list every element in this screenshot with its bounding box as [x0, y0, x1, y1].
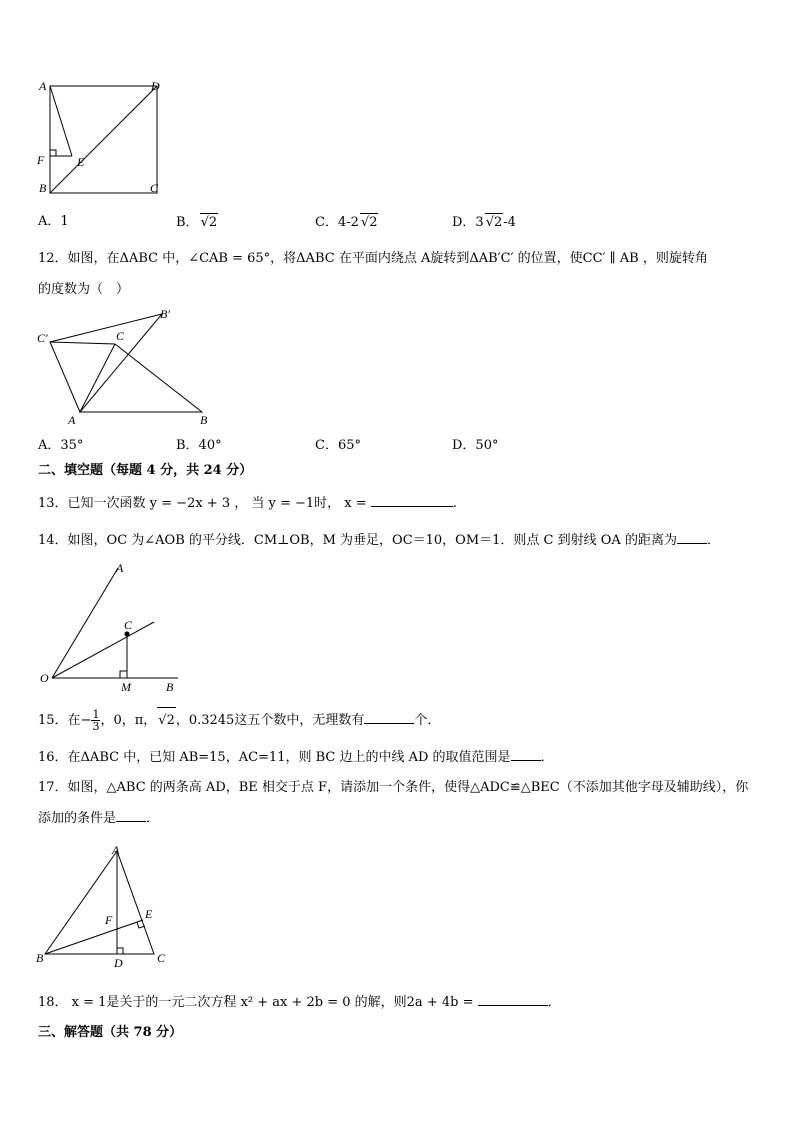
q15-text: 15．在− $\frac{1}{3}$ ，0，π， √2，0.3245这五个数中，无理数有 个． [38, 708, 441, 733]
q14-label-b: B [166, 680, 174, 694]
q14-figure [30, 560, 190, 695]
q12-label-bprime: B′ [160, 307, 170, 321]
q11-option-c: C．4-2 √2 [315, 215, 378, 230]
q16-text: 16．在ΔABC 中，已知 AB=15，AC=11，则 BC 边上的中线 AD 的取值范围是 ． [38, 750, 554, 765]
q12-label-c: C [116, 329, 125, 343]
q14-label-a: A [116, 561, 124, 575]
q12-option-c: C．65° [315, 438, 361, 453]
q12-label-b: B [200, 413, 208, 427]
q11-figure [30, 75, 180, 200]
section-3-heading: 三、解答题（共 78 分） [38, 1025, 183, 1040]
q12-label-a: A [68, 413, 76, 427]
q17-label-a: A [112, 843, 120, 857]
q14-label-o: O [40, 671, 49, 685]
q12-option-d: D．50° [452, 438, 499, 453]
q18-text: 18． x = 1是关于的一元二次方程 x² + ax + 2b = 0 的解，则2a + 4b = ． [38, 995, 561, 1010]
q17-label-c: C [157, 951, 166, 965]
q17-label-e: E [145, 907, 153, 921]
section-2-heading: 二、填空题（每题 4 分，共 24 分） [38, 463, 253, 478]
q12-option-a: A．35° [38, 438, 84, 453]
q17-figure [30, 840, 180, 975]
q17-text-line2: 添加的条件是 ． [38, 811, 160, 826]
q17-text-line1: 17．如图，△ABC 的两条高 AD，BE 相交于点 F，请添加一个条件，使得△ADC≌△BEC（不添加其他字母及辅助线），你 [38, 780, 749, 795]
q12-text-line2: 的度数为（ ） [38, 282, 130, 297]
q14-label-m: M [121, 680, 131, 694]
q11-label-c: C [150, 181, 159, 195]
q13-text: 13．已知一次函数 y = −2x + 3 ， 当 y = −1时， x = . [38, 496, 457, 511]
q11-option-d: D．3 √2-4 [452, 215, 516, 230]
q17-label-d: D [114, 956, 123, 970]
q17-label-f: F [105, 913, 113, 927]
q14-text: 14．如图，OC 为∠AOB 的平分线．CM⊥OB，M 为垂足，OC＝10，OM＝1．则点 C 到射线 OA 的距离为 ． [38, 533, 720, 548]
q11-label-b: B [39, 181, 47, 195]
q17-label-b: B [36, 951, 44, 965]
q11-option-a: A．1 [38, 214, 69, 229]
q11-option-b: B． √2 [176, 215, 218, 230]
q12-option-b: B．40° [176, 438, 222, 453]
q12-label-cprime: C′ [37, 331, 48, 345]
q12-figure [30, 300, 230, 430]
q11-label-f: F [37, 153, 45, 167]
q11-label-a: A [39, 79, 47, 93]
q14-label-c: C [124, 618, 133, 632]
q11-label-e: E [77, 155, 85, 169]
q11-label-d: D [151, 79, 160, 93]
q12-text-line1: 12．如图，在ΔABC 中，∠CAB = 65°，将ΔABC 在平面内绕点 A旋转到ΔAB′C′ 的位置，使CC′ ∥ AB ，则旋转角 [38, 251, 708, 266]
